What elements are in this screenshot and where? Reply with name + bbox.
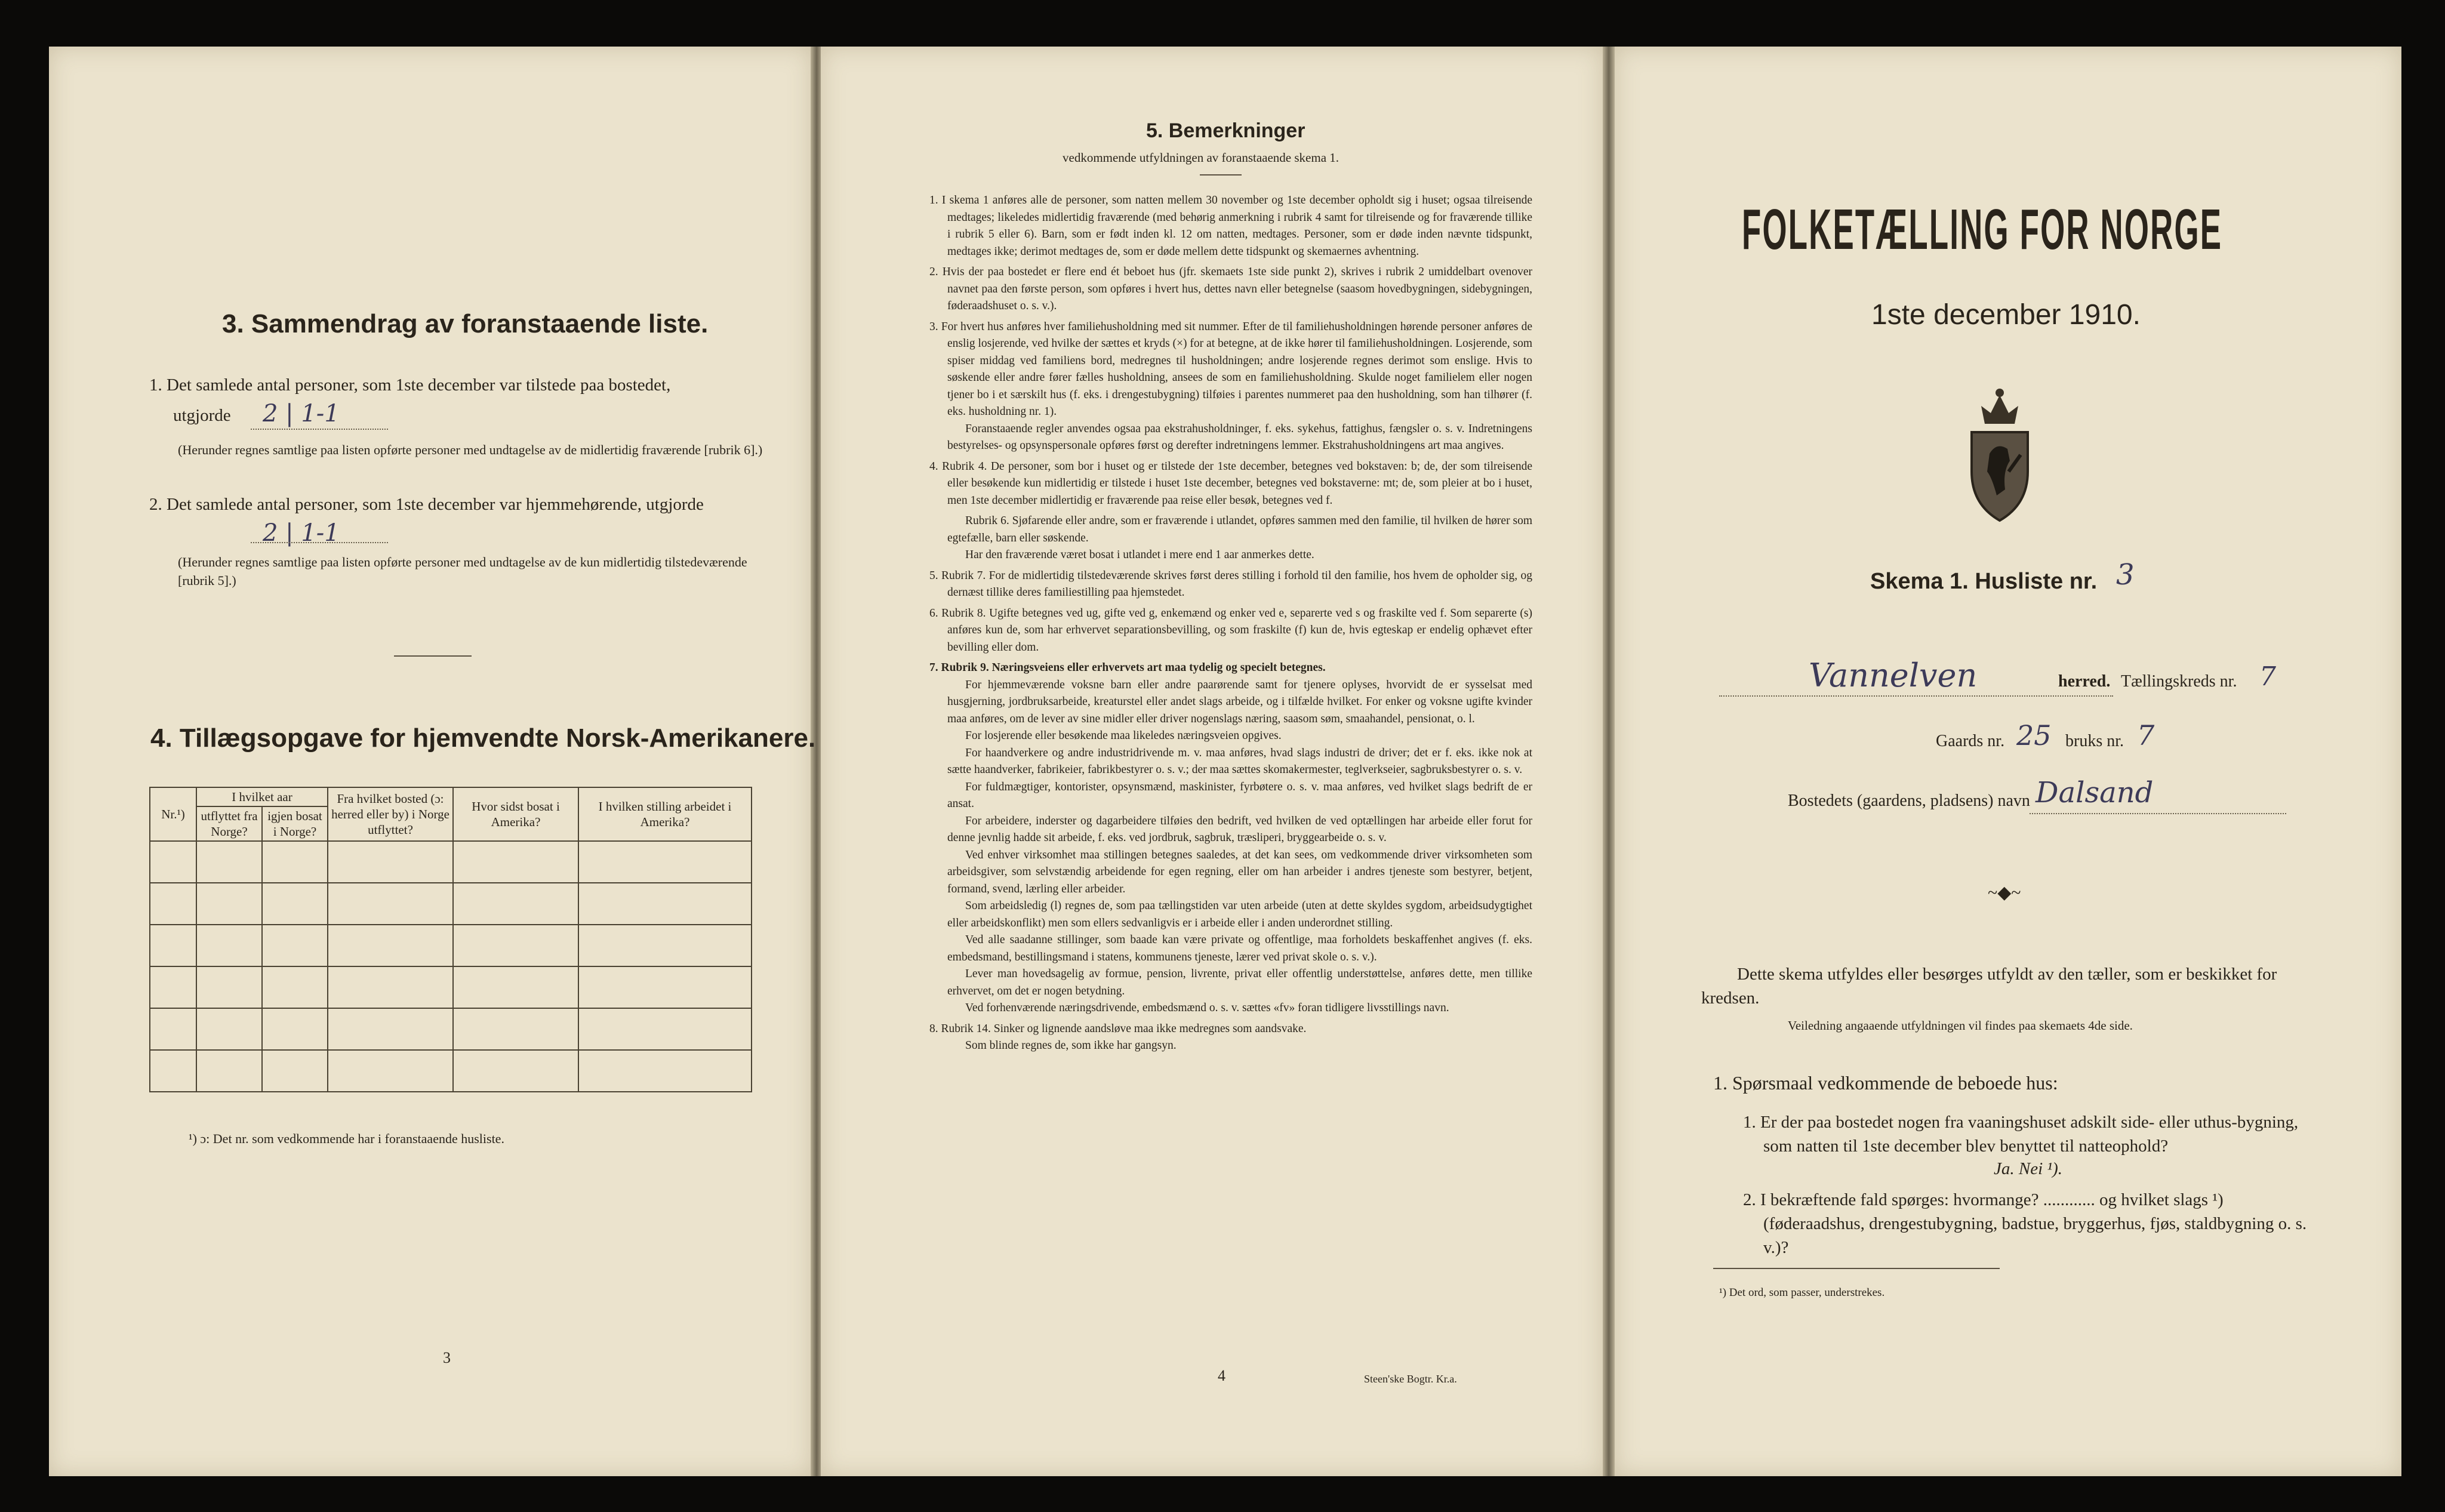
remark-paragraph: For losjerende eller besøkende maa likeledes næringsveien opgives. bbox=[965, 729, 1282, 742]
question-1: 1. Er der paa bostedet nogen fra vaaningshuset adskilt side- eller uthus-bygning, som natten til 1ste december blev benyttet til natteophold? bbox=[1743, 1113, 2299, 1156]
col-nr: Nr.¹) bbox=[150, 787, 196, 841]
remark-paragraph: Som arbeidsledig (l) regnes de, som paa tællingstiden var uten arbeide (uten at dette skyldes sygdom, arbeidsudygtighet eller arbeidskonflikt) men som ellers sedvanligvis er i arbeide eller i anden underordnet stilling. bbox=[947, 900, 1532, 929]
census-date: 1ste december 1910. bbox=[1871, 299, 2141, 331]
col-igjen: igjen bosat i Norge? bbox=[262, 806, 328, 841]
col-utflyttet: utflyttet fra Norge? bbox=[196, 806, 262, 841]
remark-paragraph: For fuldmægtiger, kontorister, opsynsmænd, maskinister, fyrbøtere o. s. v. maa anføres, ved hvilket slags bedrift de er ansat. bbox=[947, 780, 1532, 810]
kreds-value: 7 bbox=[2259, 661, 2276, 692]
summary-item-1-utgjorde: utgjorde bbox=[173, 406, 231, 425]
husliste-number: 3 bbox=[2116, 558, 2135, 592]
census-main-title: FOLKETÆLLING FOR NORGE bbox=[1742, 198, 2223, 261]
kreds-label: Tællingskreds nr. bbox=[2121, 672, 2237, 691]
section4-title: 4. Tillægsopgave for hjemvendte Norsk-Amerikanere. bbox=[150, 723, 816, 753]
remark-paragraph: Ved alle saadanne stillinger, som baade kan være private og offentlige, maa forholdets beskaffenhet angives (f. eks. embedsmand, bestillingsmand i statens, kommunens tjeneste, lærer ved privat skole o. s. v.). bbox=[947, 934, 1532, 963]
remark-paragraph: 8. Rubrik 14. Sinker og lignende aandsløve maa ikke medregnes som aandsvake. bbox=[929, 1022, 1307, 1035]
remark-paragraph: 6. Rubrik 8. Ugifte betegnes ved ug, gifte ved g, enkemænd og enker ved e, separerte ved s og fraskilte ved f. Som separerte (s) anføres kun de, som har erhvervet separationsbevilling, og som fraskilte (f) kun de, hvis egteskap er endelig ophævet efter bevilling eller dom. bbox=[929, 606, 1532, 654]
remark-paragraph: Foranstaaende regler anvendes ogsaa paa ekstrahusholdninger, f. eks. sykehus, fattighus, fængsler o. s. v. Indretningens bestyrelses- og opsynspersonale opføres først og derefter indretningens lemmer. Ekstrahusholdningens art maa angives. bbox=[947, 422, 1532, 452]
summary-item-1-note: (Herunder regnes samtlige paa listen opførte personer med undtagelse av de midlertidig fraværende [rubrik 6].) bbox=[178, 442, 763, 457]
norsk-amerikanere-table bbox=[149, 787, 752, 1092]
remark-paragraph: Rubrik 6. Sjøfarende eller andre, som er fraværende i utlandet, opføres sammen med den familie, til hvilken de hører som egtefælle, barn eller søskende. bbox=[947, 515, 1532, 544]
remark-paragraph: Har den fraværende været bosat i utlandet i mere end 1 aar anmerkes dette. bbox=[965, 549, 1314, 561]
bosted-value: Dalsand bbox=[2036, 776, 2154, 809]
divider bbox=[1200, 174, 1242, 175]
summary-item-2-text: 2. Det samlede antal personer, som 1ste december var hjemmehørende, utgjorde bbox=[149, 495, 704, 514]
bruks-value: 7 bbox=[2137, 719, 2155, 752]
remarks-title: 5. Bemerkninger bbox=[1146, 119, 1305, 142]
table-row bbox=[150, 1008, 752, 1050]
printer-imprint: Steen'ske Bogtr. Kr.a. bbox=[1364, 1373, 1457, 1385]
question-1-options: Ja. Nei ¹). bbox=[1994, 1159, 2062, 1178]
herred-label: herred. bbox=[2058, 672, 2111, 691]
col-stilling: I hvilken stilling arbeidet i Amerika? bbox=[578, 787, 752, 841]
coat-of-arms-icon bbox=[1961, 382, 2038, 525]
remark-paragraph: 2. Hvis der paa bostedet er flere end ét beboet hus (jfr. skemaets 1ste side punkt 2), skrives i rubrik 2 umiddelbart ovenover navnet paa den første person, som opføres i hvert hus, dettes navn eller betegnelse (saasom hovedbygningen, sidebygningen, føderaadshuset o. s. v.). bbox=[929, 266, 1532, 312]
ornament-icon: ~◆~ bbox=[1988, 883, 2021, 903]
summary-item-1-value: 2 | 1-1 bbox=[263, 400, 340, 427]
info-small: Veiledning angaaende utfyldningen vil findes paa skemaets 4de side. bbox=[1788, 1018, 2133, 1033]
col-hvor: Hvor sidst bosat i Amerika? bbox=[453, 787, 578, 841]
info-text: Dette skema utfyldes eller besørges utfyldt av den tæller, som er beskikket for kredsen. bbox=[1701, 965, 2277, 1008]
remarks-list bbox=[929, 192, 1532, 1055]
summary-item-2-note: (Herunder regnes samtlige paa listen opførte personer med undtagelse av de kun midlertidig tilstedeværende [rubrik 5].) bbox=[178, 555, 747, 588]
remarks-subtitle: vedkommende utfyldningen av foranstaaende skema 1. bbox=[1063, 150, 1339, 165]
gaards-value: 25 bbox=[2016, 719, 2052, 752]
page-number: 4 bbox=[1218, 1367, 1225, 1384]
table-row bbox=[150, 966, 752, 1008]
table-row bbox=[150, 883, 752, 925]
bruks-label: bruks nr. bbox=[2065, 732, 2124, 750]
bosted-label: Bostedets (gaardens, pladsens) navn bbox=[1788, 792, 2030, 810]
remark-paragraph: Lever man hovedsagelig av formue, pension, livrente, privat eller offentlig understøttelse, anføres dette, men tillike erhvervet, om det er nogen betydning. bbox=[947, 968, 1532, 997]
page-three bbox=[49, 47, 812, 1476]
herred-value: Vannelven bbox=[1809, 657, 1978, 694]
summary-item-1 bbox=[149, 373, 758, 397]
dotted-fill-line bbox=[2030, 813, 2286, 814]
section3-title: 3. Sammendrag av foranstaaende liste. bbox=[222, 309, 709, 338]
table-row bbox=[150, 925, 752, 966]
remark-paragraph: 1. I skema 1 anføres alle de personer, som natten mellem 30 november og 1ste december opholdt sig i huset; ogsaa tilreisende medtages; likeledes midlertidig fraværende (med behørig anmerkning i rubrik 4 samt for tilreisende og for fraværende tillike i rubrik 5 eller 6). Barn, som er født inden kl. 12 om natten, medtages. Personer, som er døde inden nævnte tidspunkt, medtages ikke; derimot medtages de, som er døde mellem dette tidspunkt og skemaernes avhentning. bbox=[929, 194, 1532, 258]
book-gutter bbox=[1603, 47, 1615, 1476]
remark-paragraph: 3. For hvert hus anføres hver familiehusholdning med sit nummer. Efter de til familiehusholdningen hørende personer anføres de enslig losjerende, ved hvilke der sættes et kryds (×) for at betegne, at de ikke hører til familiehusholdningen. Losjerende, som spiser middag ved familiens bord, medregnes til husholdningen; andre losjerende regnes derimot som enslige. Hvis to søskende eller andre fører fælles husholdning, ansees de som en familiehusholdning. Skulde noget familielem eller nogen tjener bo i et særskilt hus (f. eks. i drengestubygning) tilføies i parentes nummeret paa den husholdning, som han tilhører (f. eks. husholdning nr. 1). bbox=[929, 320, 1532, 418]
col-group-year: I hvilket aar bbox=[196, 787, 328, 806]
remark-paragraph: For arbeidere, inderster og dagarbeidere tilføies den bedrift, ved hvilken de ved optællingen har arbeide eller forut for denne jevnlig hadde sit arbeide, f. eks. ved jordbruk, sagbruk, træsliperi, bryggearbeide o. s. v. bbox=[947, 814, 1532, 844]
divider bbox=[394, 655, 472, 657]
page-number: 3 bbox=[443, 1349, 451, 1366]
remark-paragraph: For haandverkere og andre industridrivende m. v. maa anføres, hvad slags industri de driver; det er f. eks. ikke nok at sætte haandverker, fabrikeier, fabrikbestyrer o. s. v.; der maa sættes skomakermester, teglverkseier, sagbruksbestyrer o. s. v. bbox=[947, 746, 1532, 776]
summary-item-2-value: 2 | 1-1 bbox=[263, 519, 340, 547]
table-footnote: ¹) ɔ: Det nr. som vedkommende har i foranstaaende husliste. bbox=[189, 1131, 504, 1146]
remark-paragraph: For hjemmeværende voksne barn eller andre paarørende samt for tjenere oplyses, hvorvidt de er sysselsat med husgjerning, jordbruksarbeide, kreaturstel eller andet slags arbeide, og i tilfælde hvilket. For enker og voksne ugifte kvinder maa anføres, om de lever av sine midler eller driver nogenslags næring, saasom søm, smaahandel, pensionat, o. l. bbox=[947, 678, 1532, 725]
questions-title: 1. Spørsmaal vedkommende de beboede hus: bbox=[1713, 1072, 2058, 1094]
remark-paragraph: Ved forhenværende næringsdrivende, embedsmænd o. s. v. sættes «fv» foran tidligere livsstillings navn. bbox=[965, 1002, 1449, 1014]
remark-paragraph: 7. Rubrik 9. Næringsveiens eller erhvervets art maa tydelig og specielt betegnes. bbox=[929, 661, 1326, 674]
cover-footnote: ¹) Det ord, som passer, understrekes. bbox=[1719, 1286, 1885, 1299]
remark-paragraph: 5. Rubrik 7. For de midlertidig tilstedeværende skrives først deres stilling i forhold til den familie, hos hvem de opholder sig, og dernæst tillike deres familiestilling paa hjemstedet. bbox=[929, 569, 1532, 599]
dotted-fill-line bbox=[1719, 695, 2113, 697]
skema-label: Skema 1. Husliste nr. bbox=[1870, 569, 2098, 594]
remark-paragraph: Ved enhver virksomhet maa stillingen betegnes saaledes, at det kan sees, om vedkommende driver virksomheten som arbeidsgiver, som selvstændig arbeidende for egen regning, eller om han arbeider i andres tjeneste som bestyrer, betjent, formand, svend, lærling eller arbeider. bbox=[947, 848, 1532, 895]
question-2: 2. I bekræftende fald spørges: hvormange? ............ og hvilket slags ¹) (føderaadshus, drengestubygning, badstue, bryggerhus, fjøs, staldbygning o. s. v.)? bbox=[1743, 1190, 2307, 1257]
divider bbox=[1713, 1268, 2000, 1269]
table-row bbox=[150, 1050, 752, 1092]
col-fra: Fra hvilket bosted (ɔ: herred eller by) i Norge utflyttet? bbox=[328, 787, 453, 841]
gaards-label: Gaards nr. bbox=[1936, 732, 2005, 750]
remark-paragraph: 4. Rubrik 4. De personer, som bor i huset og er tilstede der 1ste december, betegnes ved bokstaven: b; de, der som tilreisende eller besøkende kun midlertidig er tilstede i huset 1ste december, betegnes ved bokstaverne: mt; de, som pleier at bo i huset, men 1ste december midlertidig er fraværende paa reise eller besøk, betegnes ved f. bbox=[929, 460, 1532, 507]
table-row bbox=[150, 841, 752, 883]
remark-paragraph: Som blinde regnes de, som ikke har gangsyn. bbox=[965, 1039, 1177, 1052]
dotted-fill-line bbox=[251, 542, 388, 543]
summary-item-1-text: 1. Det samlede antal personer, som 1ste december var tilstede paa bostedet, bbox=[149, 375, 671, 395]
dotted-fill-line bbox=[251, 429, 388, 430]
